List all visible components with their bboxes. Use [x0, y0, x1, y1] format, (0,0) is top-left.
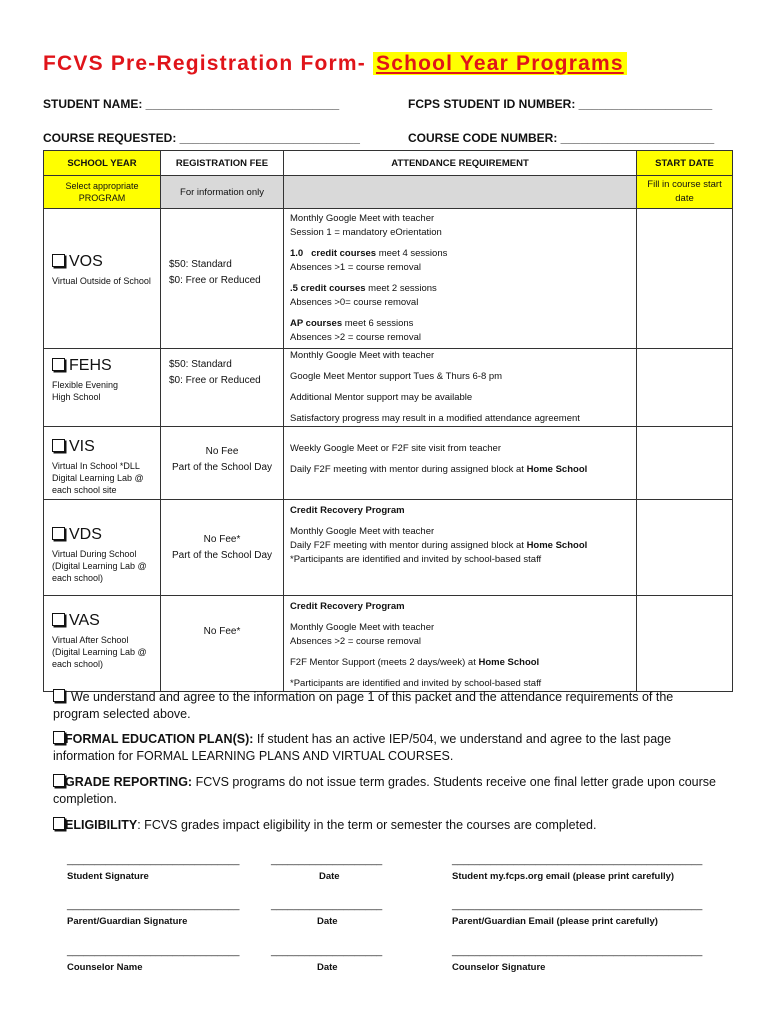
table-intro-row — [44, 176, 733, 209]
program-option-fehs[interactable]: FEHS — [52, 357, 160, 375]
student-date-line[interactable]: ____________________ — [271, 855, 383, 866]
table-row — [44, 209, 733, 349]
checkbox-icon[interactable] — [52, 358, 65, 371]
attendance-vas: Credit Recovery Program Monthly Google Meet with teacher Absences >2 = course removal F2F Mentor Support (meets 2 days/week) at Home School *Participants are identified and invited by school-based staff — [284, 596, 637, 692]
fee-standard: $50: Standard — [169, 259, 232, 270]
start-date-fehs[interactable] — [637, 349, 733, 427]
fee-label: No Fee — [205, 446, 239, 457]
counselor-name-line[interactable]: _______________________________ — [67, 946, 240, 957]
counselor-signature-label: Counselor Signature — [452, 962, 546, 973]
student-email-line[interactable]: _____________________________________________ — [452, 855, 703, 866]
title-highlight: School Year Programs — [373, 52, 627, 75]
program-option-vis[interactable]: VIS — [52, 438, 160, 456]
attendance-vis: Weekly Google Meet or F2F site visit from teacher Daily F2F meeting with mentor during assigned block at Home School — [284, 427, 637, 500]
fee-reduced: $0: Free or Reduced — [169, 375, 261, 386]
header-attendance: ATTENDANCE REQUIREMENT — [284, 151, 637, 176]
fee-reduced: $0: Free or Reduced — [169, 275, 261, 286]
header-start-date: START DATE — [637, 151, 733, 176]
checkbox-icon[interactable] — [53, 774, 65, 787]
header-registration-fee: REGISTRATION FEE — [161, 151, 284, 176]
attendance-vos: Monthly Google Meet with teacher Session 1 = mandatory eOrientation 1.0 credit courses meet 4 sessions Absences >1 = course removal .5 credit courses meet 2 sessions Absences >0= course removal AP courses meet 6 sessions Absences >2 = course removal — [284, 209, 637, 349]
checkbox-icon[interactable] — [52, 527, 65, 540]
table-row — [44, 427, 733, 500]
program-table — [43, 150, 733, 692]
checkbox-icon[interactable] — [52, 613, 65, 626]
table-header-row — [44, 151, 733, 176]
checkbox-icon[interactable] — [53, 731, 65, 744]
checkbox-icon[interactable] — [53, 817, 65, 830]
intro-fee-info: For information only — [161, 176, 284, 209]
fee-label: No Fee* — [203, 626, 241, 637]
program-desc: Virtual After School (Digital Learning Lab @ each school) — [52, 635, 147, 669]
start-date-vis[interactable] — [637, 427, 733, 500]
course-code-field[interactable]: COURSE CODE NUMBER: _______________________ — [408, 131, 715, 145]
attendance-vds: Credit Recovery Program Monthly Google Meet with teacher Daily F2F meeting with mentor during assigned block at Home School *Participants are identified and invited by school-based staff — [284, 500, 637, 596]
attendance-fehs: Monthly Google Meet with teacher Google Meet Mentor support Tues & Thurs 6-8 pm Additional Mentor support may be available Satisfactory progress may result in a modified attendance agreement — [284, 349, 637, 427]
parent-signature-line[interactable]: _______________________________ — [67, 900, 240, 911]
agreement-item: ELIGIBILITY: FCVS grades impact eligibility in the term or semester the courses are completed. — [53, 817, 723, 834]
program-desc: Virtual During School (Digital Learning Lab @ each school) — [52, 549, 147, 583]
fee-note: Part of the School Day — [171, 550, 273, 561]
counselor-date-line[interactable]: ____________________ — [271, 946, 383, 957]
fee-standard: $50: Standard — [169, 359, 232, 370]
program-desc: Flexible Evening High School — [52, 380, 119, 402]
parent-date-line[interactable]: ____________________ — [271, 900, 383, 911]
student-id-field[interactable]: FCPS STUDENT ID NUMBER: ____________________ — [408, 97, 713, 111]
header-school-year: SCHOOL YEAR — [44, 151, 161, 176]
start-date-vos[interactable] — [637, 209, 733, 349]
agreement-item: GRADE REPORTING: FCVS programs do not issue term grades. Students receive one final letter grade upon course completion. — [53, 775, 716, 806]
counselor-name-label: Counselor Name — [67, 962, 143, 973]
title-main: FCVS Pre-Registration Form- — [43, 52, 366, 75]
date-label: Date — [319, 871, 340, 882]
table-row — [44, 596, 733, 692]
program-option-vos[interactable]: VOS — [52, 253, 160, 271]
fee-note: Part of the School Day — [171, 462, 273, 473]
checkbox-icon[interactable] — [52, 254, 65, 267]
program-desc: Virtual In School *DLL Digital Learning Lab @ each school site — [52, 461, 144, 495]
start-date-vas[interactable] — [637, 596, 733, 692]
parent-email-label: Parent/Guardian Email (please print carefully) — [452, 916, 658, 927]
date-label: Date — [317, 962, 338, 973]
table-row — [44, 349, 733, 427]
intro-start-date: Fill in course start date — [637, 176, 733, 209]
parent-signature-label: Parent/Guardian Signature — [67, 916, 188, 927]
program-option-vds[interactable]: VDS — [52, 526, 160, 544]
program-option-vas[interactable]: VAS — [52, 612, 160, 630]
fee-label: No Fee* — [203, 534, 241, 545]
agreement-item: FORMAL EDUCATION PLAN(S): If student has an active IEP/504, we understand and agree to the last page information for FORMAL LEARNING PLANS AND VIRTUAL COURSES. — [53, 732, 672, 763]
table-row — [44, 500, 733, 596]
program-desc: Virtual Outside of School — [52, 276, 151, 286]
student-email-label: Student my.fcps.org email (please print carefully) — [452, 871, 675, 882]
form-title — [43, 52, 627, 76]
student-signature-line[interactable]: _______________________________ — [67, 855, 240, 866]
agreement-item: We understand and agree to the information on page 1 of this packet and the attendance requirements of the program selected above. — [53, 690, 674, 721]
intro-attendance-blank — [284, 176, 637, 209]
counselor-signature-line[interactable]: _____________________________________________ — [452, 946, 703, 957]
parent-email-line[interactable]: _____________________________________________ — [452, 900, 703, 911]
student-name-field[interactable]: STUDENT NAME: _____________________________ — [43, 97, 340, 111]
checkbox-icon[interactable] — [52, 439, 65, 452]
checkbox-icon[interactable] — [53, 689, 65, 702]
course-requested-field[interactable]: COURSE REQUESTED: ___________________________ — [43, 131, 360, 145]
student-signature-label: Student Signature — [67, 871, 149, 882]
date-label: Date — [317, 916, 338, 927]
intro-select-program: Select appropriate PROGRAM — [44, 176, 161, 209]
start-date-vds[interactable] — [637, 500, 733, 596]
